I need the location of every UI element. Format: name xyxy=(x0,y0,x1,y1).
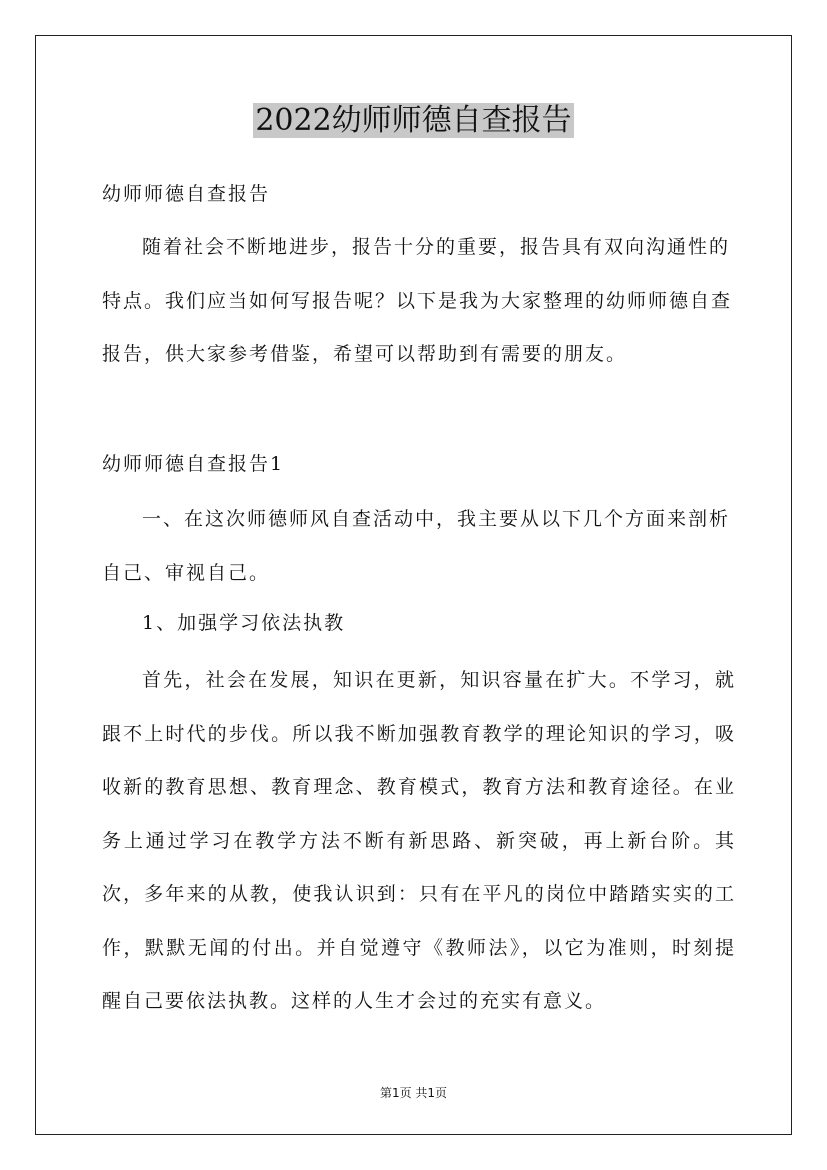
intro-paragraph: 随着社会不断地进步，报告十分的重要，报告具有双向沟通性的特点。我们应当如何写报告呢？以下是我为大家整理的幼师师德自查报告，供大家参考借鉴，希望可以帮助到有需要的朋友。 xyxy=(102,236,733,365)
page-number-label: 第1页 共1页 xyxy=(379,1086,448,1100)
point-heading: 1、加强学习依法执教 xyxy=(142,612,346,634)
subheading: 幼师师德自查报告 xyxy=(102,183,271,205)
section-heading: 幼师师德自查报告1 xyxy=(102,453,285,475)
point-body-paragraph: 首先，社会在发展，知识在更新，知识容量在扩大。不学习，就跟不上时代的步伐。所以我不断加强教育教学的理论知识的学习，吸收新的教育思想、教育理念、教育模式，教育方法和教育途径。在业务上通过学习在教学方法不断有新思路、新突破，再上新台阶。其次，多年来的从教，使我认识到：只有在平凡的岗位中踏踏实实的工作，默默无闻的付出。并自觉遵守《教师法》，以它为准则，时刻提醒自己要依法执教。这样的人生才会过的充实有意义。 xyxy=(102,669,736,1012)
document-title xyxy=(0,100,827,142)
section-intro-paragraph: 一、在这次师德师风自查活动中，我主要从以下几个方面来剖析自己、审视自己。 xyxy=(102,508,731,584)
document-title-text: 2022幼师师德自查报告 xyxy=(255,103,572,138)
page-footer xyxy=(0,1084,827,1101)
